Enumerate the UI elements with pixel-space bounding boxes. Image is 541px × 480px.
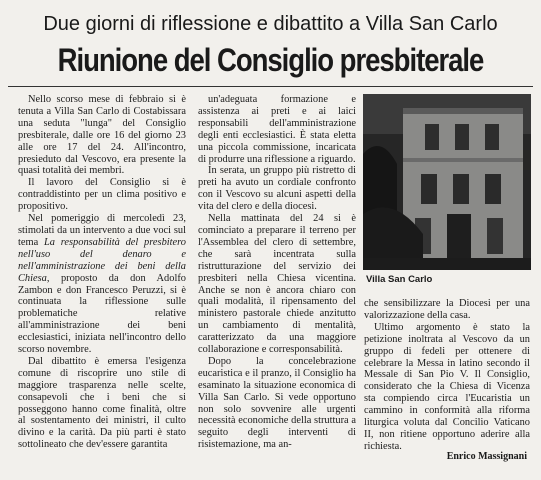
villa-building-image bbox=[363, 94, 531, 270]
villa-photo bbox=[363, 94, 531, 270]
paragraph: un'adeguata formazione e assistenza ai preti e ai laici responsabili dell'amministrazione degli enti ecclesiastici. È stata eletta una piccola commissione, incaricata di produrre una riflessione a riguardo. bbox=[198, 94, 356, 165]
paragraph bbox=[18, 213, 186, 356]
paragraph: Il lavoro del Consiglio si è contraddistinto per un clima positivo e propositivo. bbox=[18, 177, 186, 213]
headline: Riunione del Consiglio presbiterale bbox=[57, 42, 484, 78]
headline-divider bbox=[8, 86, 533, 87]
paragraph: Ultimo argomento è stato la petizione inoltrata al Vescovo da un gruppo di fedeli per ottenere di celebrare la Messa in latino secondo il Messale di San Pio V. Il Consiglio, considerato che la Chiesa di Vicenza sta compiendo circa l'Eucaristia un cammino in conformità alla riforma liturgica voluta dal Concilio Vaticano II, non ritiene opportuno aderire alla richiesta. bbox=[364, 321, 530, 452]
photo-caption: Villa San Carlo bbox=[366, 274, 433, 285]
article-column-2 bbox=[198, 94, 356, 451]
paragraph: In serata, un gruppo più ristretto di preti ha avuto un cordiale confronto con il Vescovo su alcuni aspetti della vita del clero e della diocesi. bbox=[198, 165, 356, 213]
paragraph-text: , proposto da don Adolfo Zambon e don Francesco Peruzzi, si è continuata la riflessione sulle problematiche relative all'amministrazione dei beni ecclesiastici, iniziata nell'incontro dello scorso novembre. bbox=[18, 272, 186, 356]
paragraph: che sensibilizzare la Diocesi per una valorizzazione della casa. bbox=[364, 298, 530, 321]
article-column-1 bbox=[18, 94, 186, 451]
paragraph: Nello scorso mese di febbraio si è tenuta a Villa San Carlo di Costabissara una seduta "lunga" del Consiglio presbiterale, dalle ore 16 del giorno 23 alle ore 17 del 24. All'incontro, presieduto dal Vescovo, era presente la quasi totalità dei membri. bbox=[18, 94, 186, 177]
article-column-3 bbox=[364, 298, 530, 453]
author-byline: Enrico Massignani bbox=[446, 451, 527, 462]
italic-topic: La responsabilità del presbitero nell'uso del denaro e nell'amministrazione dei beni della Chiesa bbox=[18, 236, 187, 284]
paragraph: Nella mattinata del 24 si è cominciato a preparare il terreno per l'Assemblea del clero di settembre, che sarà incentrata sulla ristrutturazione del servizio dei presbiteri nella Chiesa vicentina. Anche se non è ancora chiaro con quali modalità, il ripensamento del ministero pastorale chiede anzitutto un cambiamento di mentalità, caratterizzato da una maggiore collaborazione e corresponsabilità. bbox=[198, 213, 356, 356]
paragraph: Dal dibattito è emersa l'esigenza comune di riscoprire uno stile di maggiore trasparenza nelle scelte, consapevoli che i beni che si posseggono hanno come finalità, oltre al sostentamento dei ministri, il culto divino e la carità. Da più parti è stato sottolineato che dev'essere garantita bbox=[18, 355, 186, 451]
kicker-title: Due giorni di riflessione e dibattito a Villa San Carlo bbox=[43, 13, 498, 35]
paragraph-text: Nel pomeriggio di mercoledì 23, stimolati da un intervento a due voci sul tema bbox=[18, 213, 186, 248]
paragraph: Dopo la concelebrazione eucaristica e il pranzo, il Consiglio ha esaminato la situazione economica di Villa San Carlo. Si vede opportuno non solo sovvenire alle urgenti necessità economiche della struttura a seguito degli interventi di risistemazione, ma an- bbox=[198, 355, 356, 451]
